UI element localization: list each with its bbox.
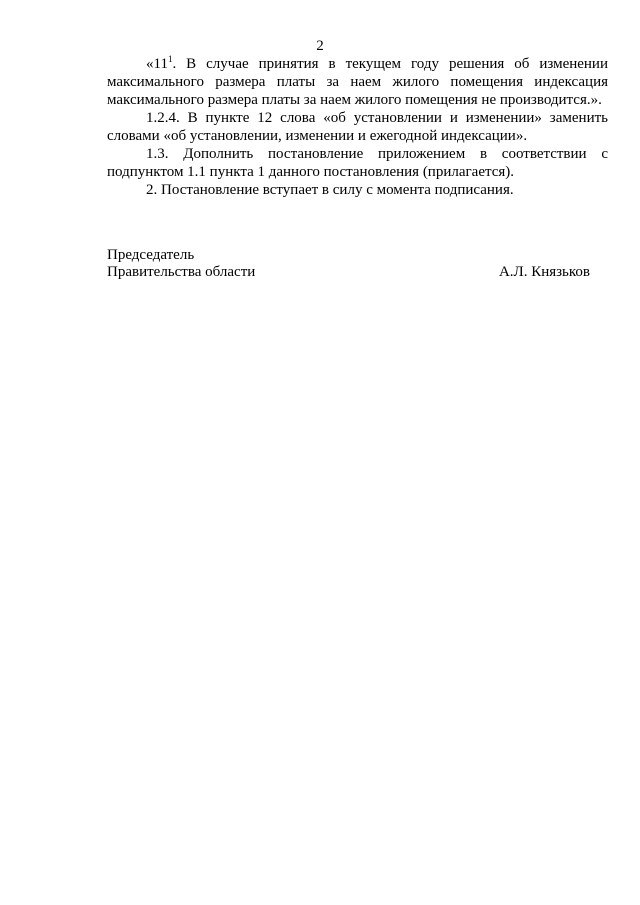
paragraph-11-1: [107, 55, 608, 109]
signatory-position-line2: Правительства области: [107, 264, 256, 280]
signatory-position-line1: Председатель: [107, 247, 195, 263]
signature-row: [107, 264, 590, 281]
document-body: [107, 55, 608, 199]
superscript-1: 1: [167, 54, 173, 64]
paragraph-11-1-start: «11: [146, 56, 168, 72]
page-number: 2: [316, 38, 324, 54]
signature-block: [107, 247, 590, 281]
paragraph-1-3: 1.3. Дополнить постановление приложением в соответствии с подпунктом 1.1 пункта 1 данного постановления (прилагается).: [107, 146, 608, 180]
paragraph-11-1-text: . В случае принятия в текущем году решения об изменении максимального размера платы за наем жилого помещения индексация максимального размера платы за наем жилого помещения не производится.».: [107, 56, 608, 108]
paragraph-1-2-4: 1.2.4. В пункте 12 слова «об установлении и изменении» заменить словами «об установлении, изменении и ежегодной индексации».: [107, 110, 608, 144]
signatory-name: А.Л. Князьков: [498, 264, 590, 280]
paragraph-2: 2. Постановление вступает в силу с момента подписания.: [146, 182, 514, 198]
